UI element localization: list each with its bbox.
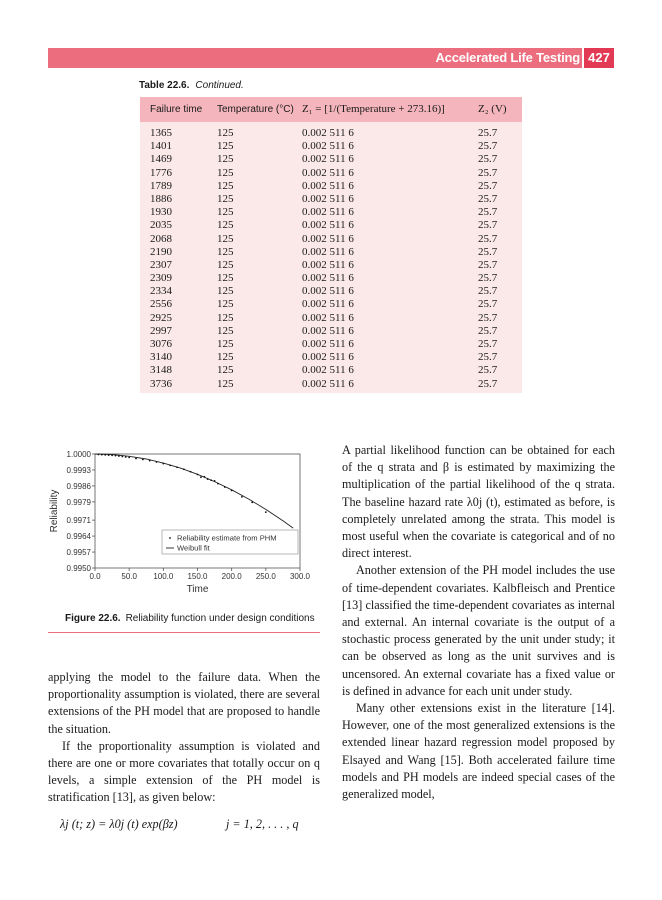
cell-temperature: 125 — [217, 258, 234, 271]
cell-z1: 0.002 511 6 — [302, 338, 354, 350]
cell-z2: 25.7 — [478, 166, 498, 179]
phm-estimate-point — [101, 454, 103, 456]
phm-estimate-point — [207, 478, 209, 480]
cell-z1: 0.002 511 6 — [302, 311, 354, 324]
x-tick-label: 200.0 — [221, 572, 242, 581]
y-tick-label: 0.9986 — [66, 481, 91, 491]
cell-temperature: 125 — [217, 166, 234, 179]
phm-estimate-point — [214, 480, 216, 482]
left-paragraph-1: applying the model to the failure data. When the proportionality assumption is violated, there are several extensions of the PH model that are proposed to handle the situation. — [48, 670, 320, 736]
cell-z1: 0.002 511 6 — [302, 324, 354, 337]
right-column — [342, 442, 615, 803]
y-tick-label: 0.9979 — [66, 497, 91, 507]
x-tick-label: 100.0 — [153, 572, 174, 581]
cell-temperature: 125 — [217, 153, 234, 166]
table-row — [140, 167, 522, 180]
cell-temperature: 125 — [217, 351, 234, 364]
cell-temperature: 125 — [217, 140, 234, 153]
y-tick-label: 0.9971 — [66, 516, 91, 526]
phm-estimate-point — [125, 456, 127, 458]
cell-z1: 0.002 511 6 — [302, 166, 354, 179]
y-tick-label: 1.0000 — [66, 450, 91, 459]
cell-temperature: 125 — [217, 192, 234, 205]
cell-z1: 0.002 511 6 — [302, 192, 354, 205]
cell-failure-time: 1469 — [150, 153, 172, 166]
phm-estimate-point — [197, 474, 199, 476]
y-tick-label: 0.9950 — [66, 564, 91, 573]
x-tick-label: 250.0 — [255, 572, 276, 581]
right-paragraph-2: Another extension of the PH model includes the use of time-dependent covariates. Kalbfleisch and Prentice [13] classified the time-dependent covariates as internal and external. An internal covariate is the output of a stochastic process generated by the unit under study; it can be observed as long as the unit survives and is uncensored. An external covariate has a fixed value or is defined in advance for each unit under study. — [342, 563, 615, 698]
cell-temperature: 125 — [217, 364, 234, 377]
cell-z2: 25.7 — [478, 324, 498, 337]
cell-temperature: 125 — [217, 127, 234, 139]
cell-z1: 0.002 511 6 — [302, 153, 354, 166]
phm-estimate-point — [183, 468, 185, 470]
phm-estimate-point — [176, 466, 178, 468]
cell-temperature: 125 — [217, 179, 234, 192]
cell-failure-time: 2068 — [150, 232, 172, 245]
phm-estimate-point — [265, 511, 267, 513]
table-row — [140, 246, 522, 259]
phm-estimate-point — [217, 483, 219, 485]
cell-failure-time: 2997 — [150, 324, 172, 337]
running-title: Accelerated Life Testing — [435, 50, 580, 65]
phm-estimate-point — [128, 457, 130, 459]
cell-failure-time: 2334 — [150, 285, 172, 298]
cell-z2: 25.7 — [478, 219, 498, 232]
x-tick-label: 300.0 — [289, 572, 311, 581]
right-paragraph-3: Many other extensions exist in the literature [14]. However, one of the most generalized extensions is the extended linear hazard regression model proposed by Elsayed and Wang [15]. Both accelerated failure time models and PH models are indeed special cases of the generalized model, — [342, 701, 615, 802]
cell-failure-time: 1930 — [150, 206, 172, 219]
column-header-z2: Z₂ (V) — [478, 103, 507, 115]
cell-failure-time: 3076 — [150, 338, 172, 350]
x-axis-label: Time — [186, 584, 209, 595]
cell-temperature: 125 — [217, 311, 234, 324]
table-row — [140, 140, 522, 153]
cell-z1: 0.002 511 6 — [302, 127, 354, 139]
table-row — [140, 127, 522, 140]
y-axis-label: Reliability — [49, 489, 60, 533]
cell-failure-time: 2556 — [150, 298, 172, 311]
cell-temperature: 125 — [217, 206, 234, 219]
cell-z1: 0.002 511 6 — [302, 206, 354, 219]
phm-estimate-point — [241, 496, 243, 498]
table-continued-label: Continued. — [195, 80, 244, 91]
phm-estimate-point — [135, 458, 137, 460]
table-row — [140, 153, 522, 166]
cell-failure-time: 2035 — [150, 219, 172, 232]
cell-z1: 0.002 511 6 — [302, 298, 354, 311]
cell-z1: 0.002 511 6 — [302, 179, 354, 192]
equation-index-range: j = 1, 2, . . . , q — [226, 817, 299, 831]
x-tick-label: 50.0 — [121, 572, 137, 581]
phm-estimate-point — [98, 454, 100, 456]
right-paragraph-1: A partial likelihood function can be obtained for each of the q strata and β is estimated by maximizing the multiplication of the partial likelihood of the q strata. The baseline hazard rate λ0j (t), estimated as before, is completely unrelated among the strata. This model is most useful when the covariate is categorical and of no direct interest. — [342, 443, 615, 561]
cell-z2: 25.7 — [478, 192, 498, 205]
phm-estimate-point — [149, 460, 151, 462]
cell-failure-time: 1776 — [150, 166, 172, 179]
table-label: Table 22.6. — [139, 80, 190, 91]
table-row — [140, 233, 522, 246]
phm-estimate-point — [203, 476, 205, 478]
equation-body: λj (t; z) = λ0j (t) exp(βz) — [60, 817, 178, 831]
table-row — [140, 219, 522, 232]
cell-failure-time: 3736 — [150, 377, 172, 390]
phm-estimate-point — [224, 486, 226, 488]
cell-z1: 0.002 511 6 — [302, 140, 354, 153]
cell-z2: 25.7 — [478, 311, 498, 324]
table-caption — [139, 80, 244, 91]
cell-z2: 25.7 — [478, 153, 498, 166]
cell-failure-time: 3140 — [150, 351, 172, 364]
table-row — [140, 338, 522, 351]
figure-caption — [65, 613, 315, 624]
phm-estimate-point — [121, 456, 123, 458]
table-row — [140, 312, 522, 325]
cell-temperature: 125 — [217, 377, 234, 390]
y-tick-label: 0.9957 — [66, 548, 91, 558]
cell-z1: 0.002 511 6 — [302, 245, 354, 258]
legend-point-marker — [169, 537, 171, 539]
running-header — [48, 48, 614, 68]
column-header-temperature: Temperature (°C) — [217, 104, 294, 115]
x-tick-label: 0.0 — [89, 572, 101, 581]
phm-estimate-point — [162, 463, 164, 465]
page-number: 427 — [582, 48, 614, 68]
phm-estimate-point — [142, 459, 144, 461]
cell-z2: 25.7 — [478, 285, 498, 298]
cell-failure-time: 1401 — [150, 140, 172, 153]
cell-temperature: 125 — [217, 338, 234, 350]
legend-label-phm: Reliability estimate from PHM — [177, 533, 277, 543]
cell-failure-time: 2309 — [150, 272, 172, 285]
cell-z2: 25.7 — [478, 245, 498, 258]
cell-z2: 25.7 — [478, 377, 498, 390]
phm-estimate-point — [210, 479, 212, 481]
cell-failure-time: 2307 — [150, 258, 172, 271]
cell-z2: 25.7 — [478, 179, 498, 192]
phm-estimate-point — [108, 454, 110, 456]
table-row — [140, 325, 522, 338]
cell-z2: 25.7 — [478, 364, 498, 377]
cell-z1: 0.002 511 6 — [302, 285, 354, 298]
phm-estimate-point — [118, 455, 120, 457]
cell-temperature: 125 — [217, 324, 234, 337]
cell-z2: 25.7 — [478, 338, 498, 350]
cell-z2: 25.7 — [478, 206, 498, 219]
x-tick-label: 150.0 — [187, 572, 208, 581]
data-table — [140, 97, 522, 393]
table-row — [140, 378, 522, 391]
cell-z1: 0.002 511 6 — [302, 364, 354, 377]
left-paragraph-2: If the proportionality assumption is violated and there are one or more covariates that totally occur on q levels, a simple extension of the PH model is stratification [13], as given below: — [48, 738, 320, 805]
cell-failure-time: 2925 — [150, 311, 172, 324]
phm-estimate-point — [190, 471, 192, 473]
table-row — [140, 259, 522, 272]
cell-z2: 25.7 — [478, 127, 498, 139]
phm-estimate-point — [156, 461, 158, 463]
cell-z1: 0.002 511 6 — [302, 219, 354, 232]
y-tick-label: 0.9993 — [66, 465, 91, 475]
table-header — [140, 97, 522, 122]
cell-z2: 25.7 — [478, 140, 498, 153]
table-row — [140, 193, 522, 206]
cell-temperature: 125 — [217, 245, 234, 258]
cell-failure-time: 1886 — [150, 192, 172, 205]
figure-label: Figure 22.6. — [65, 613, 121, 624]
cell-temperature: 125 — [217, 232, 234, 245]
phm-estimate-point — [104, 454, 106, 456]
table-row — [140, 364, 522, 377]
cell-temperature: 125 — [217, 298, 234, 311]
table-row — [140, 285, 522, 298]
table-body — [140, 127, 522, 391]
table-row — [140, 298, 522, 311]
cell-failure-time: 1789 — [150, 179, 172, 192]
column-header-failure-time: Failure time — [150, 104, 203, 115]
phm-estimate-point — [200, 476, 202, 478]
phm-estimate-point — [231, 490, 233, 492]
stratification-equation — [60, 817, 299, 832]
cell-z2: 25.7 — [478, 232, 498, 245]
cell-z1: 0.002 511 6 — [302, 232, 354, 245]
phm-estimate-point — [251, 501, 253, 503]
y-tick-label: 0.9964 — [66, 532, 91, 542]
legend-label-weibull: Weibull fit — [177, 543, 210, 553]
cell-z1: 0.002 511 6 — [302, 258, 354, 271]
table-row — [140, 180, 522, 193]
cell-failure-time: 1365 — [150, 127, 172, 139]
cell-temperature: 125 — [217, 219, 234, 232]
cell-temperature: 125 — [217, 272, 234, 285]
caption-divider — [48, 632, 320, 633]
cell-z2: 25.7 — [478, 298, 498, 311]
cell-z2: 25.7 — [478, 258, 498, 271]
table-row — [140, 351, 522, 364]
cell-z1: 0.002 511 6 — [302, 272, 354, 285]
reliability-chart — [44, 446, 334, 595]
cell-failure-time: 3148 — [150, 364, 172, 377]
cell-z2: 25.7 — [478, 272, 498, 285]
phm-estimate-point — [115, 455, 117, 457]
cell-failure-time: 2190 — [150, 245, 172, 258]
cell-z1: 0.002 511 6 — [302, 377, 354, 390]
column-header-z1: Z₁ = [1/(Temperature + 273.16)] — [302, 103, 445, 115]
cell-z2: 25.7 — [478, 351, 498, 364]
cell-temperature: 125 — [217, 285, 234, 298]
table-row — [140, 206, 522, 219]
phm-estimate-point — [169, 465, 171, 467]
phm-estimate-point — [111, 454, 113, 456]
cell-z1: 0.002 511 6 — [302, 351, 354, 364]
table-row — [140, 272, 522, 285]
left-column — [48, 669, 320, 807]
figure-caption-text: Reliability function under design conditions — [125, 613, 315, 624]
weibull-fit-line — [95, 454, 293, 528]
